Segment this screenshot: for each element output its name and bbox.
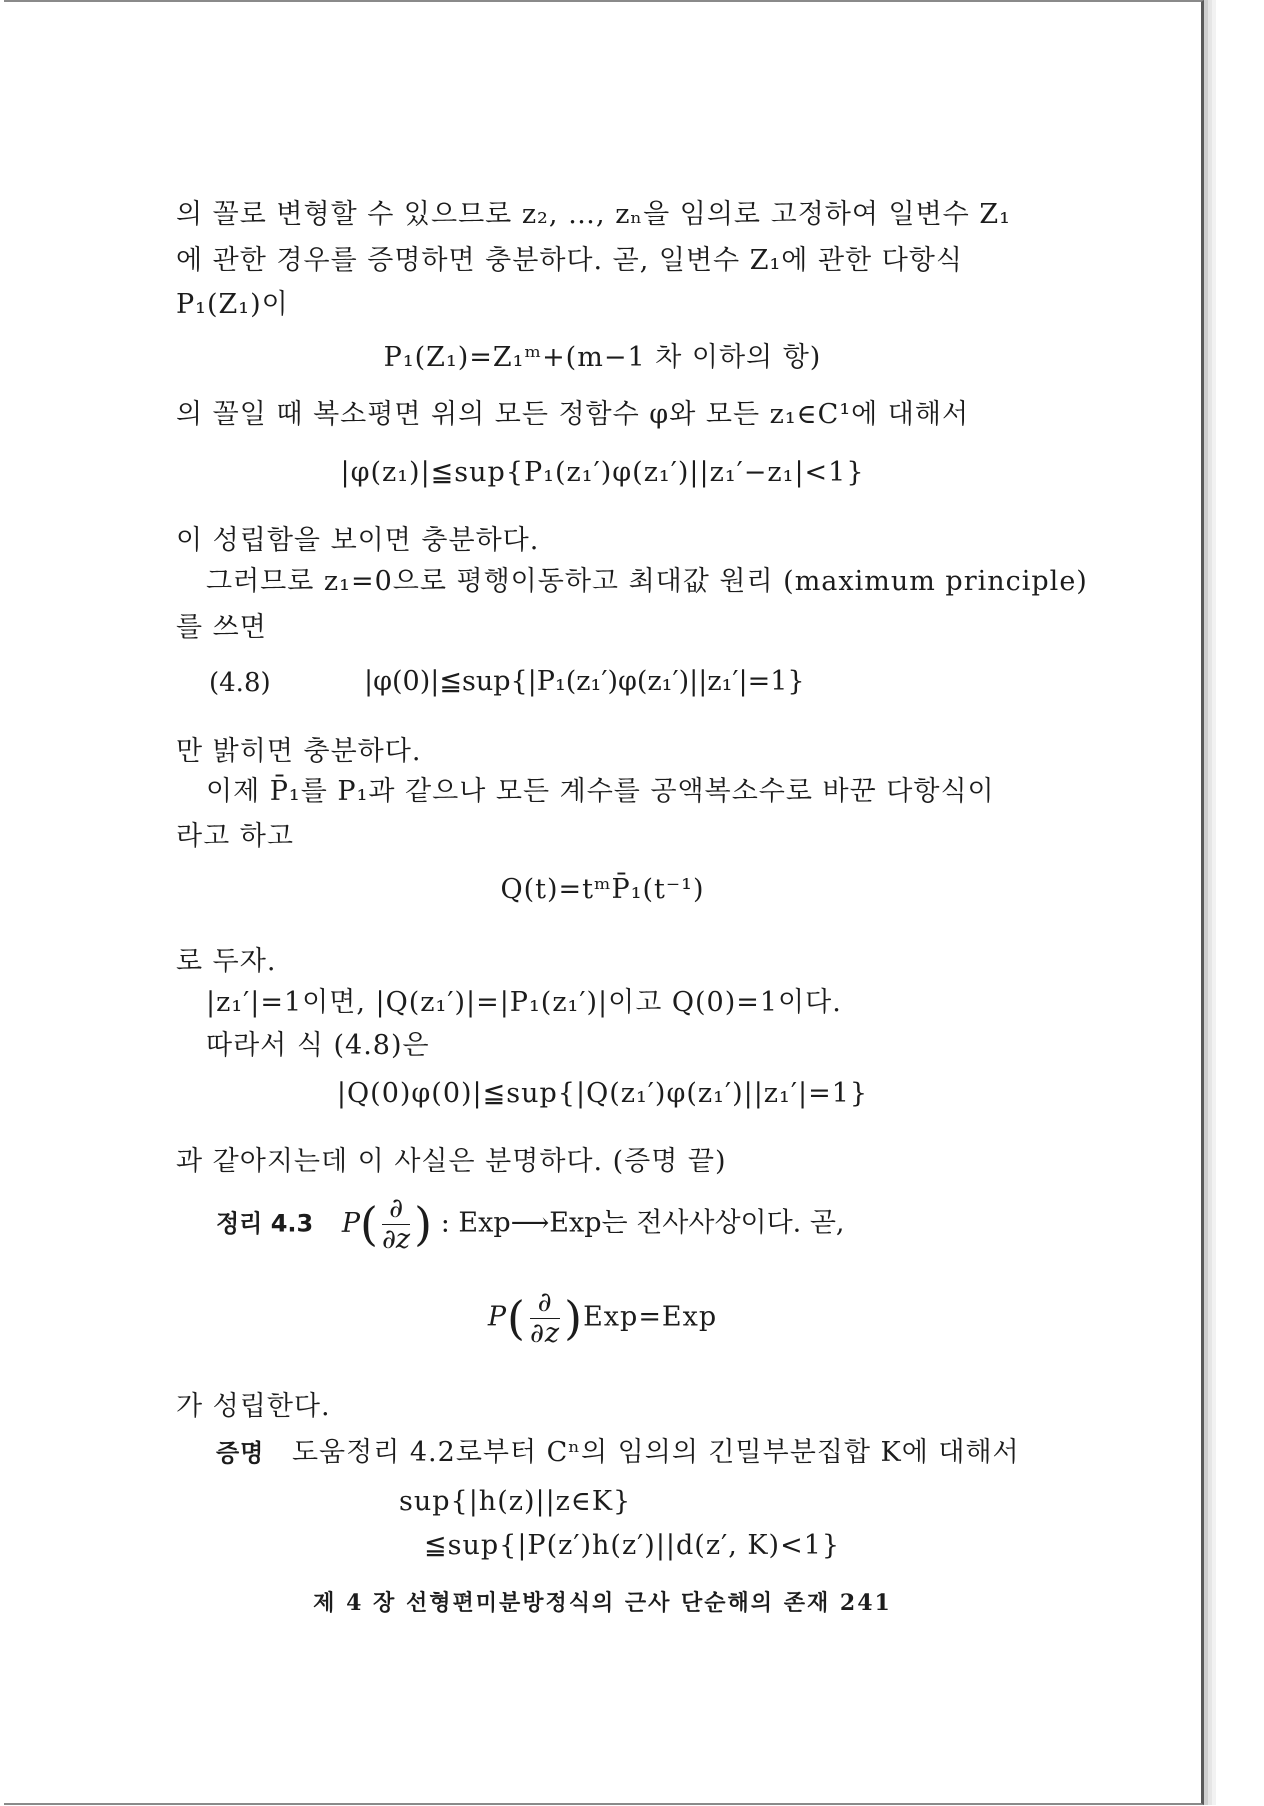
- text-line-7: 를 쓰면: [176, 612, 267, 643]
- text-line-12: |z₁′|=1이면, |Q(z₁′)|=|P₁(z₁′)|이고 Q(0)=1이다.: [206, 987, 842, 1018]
- equation-sup-Ph: ≦sup{|P(z′)h(z′)||d(z′, K)<1}: [424, 1530, 841, 1561]
- text-line-14: 과 같아지는데 이 사실은 분명하다. (증명 끝): [176, 1146, 727, 1177]
- proof-text: 도움정리 4.2로부터 Cⁿ의 임의의 긴밀부분집합 K에 대해서: [291, 1437, 1020, 1468]
- equation-4-8: |φ(0)|≦sup{|P₁(z₁′)φ(z₁′)||z₁′|=1}: [364, 666, 805, 697]
- partial-derivative: $\frac{\partial}{\partial z}$: [529, 1287, 561, 1349]
- book-page: [4, 0, 1204, 1805]
- page-footer: 제 4 장 선형편미분방정식의 근사 단순해의 존재 241: [313, 1590, 892, 1616]
- text-line-1: 의 꼴로 변형할 수 있으므로 z₂, …, zₙ을 임의로 고정하여 일변수 Z₁: [176, 199, 1011, 230]
- theorem-label: 정리 4.3: [216, 1209, 314, 1238]
- text-line-5: 이 성립함을 보이면 충분하다.: [176, 525, 540, 556]
- text-line-15: 가 성립한다.: [176, 1391, 331, 1422]
- theorem-statement: : Exp⟶Exp는 전사사상이다. 곧,: [440, 1207, 845, 1239]
- right-paren: ): [564, 1291, 584, 1346]
- equation-polynomial: P₁(Z₁)=Z₁ᵐ+(m−1 차 이하의 항): [383, 342, 822, 373]
- text-line-11: 로 두자.: [176, 946, 277, 977]
- right-paren: ): [414, 1197, 433, 1252]
- text-line-13: 따라서 식 (4.8)은: [206, 1030, 430, 1061]
- equation-sup-inequality: |φ(z₁)|≦sup{P₁(z₁′)φ(z₁′)||z₁′−z₁|<1}: [340, 457, 865, 488]
- equation-number-4-8: (4.8): [209, 668, 271, 698]
- text-line-2: 에 관한 경우를 증명하면 충분하다. 곧, 일변수 Z₁에 관한 다항식: [176, 245, 963, 276]
- proof-line: [216, 1430, 1020, 1469]
- display-rest: Exp=Exp: [583, 1301, 718, 1333]
- theorem-4-3: [216, 1194, 845, 1254]
- text-line-6: 그러므로 z₁=0으로 평행이동하고 최대값 원리 (maximum principle): [206, 566, 1088, 597]
- theorem-P: P: [341, 1207, 361, 1239]
- left-paren: (: [360, 1197, 378, 1252]
- partial-derivative: $\frac{\partial}{\partial z}$: [381, 1193, 411, 1255]
- text-line-9: 이제 P̄₁를 P₁과 같으나 모든 계수를 공액복소수로 바꾼 다항식이: [206, 776, 995, 807]
- equation-surjective: [4, 1288, 1201, 1348]
- proof-label: 증명: [216, 1439, 265, 1467]
- equation-sup-h: sup{|h(z)||z∈K}: [399, 1486, 632, 1517]
- left-paren: (: [507, 1291, 526, 1346]
- equation-Q-definition: Q(t)=tᵐP̄₁(t⁻¹): [500, 874, 705, 905]
- text-line-8: 만 밝히면 충분하다.: [176, 736, 422, 767]
- text-line-10: 라고 하고: [176, 821, 294, 852]
- text-line-4: 의 꼴일 때 복소평면 위의 모든 정함수 φ와 모든 z₁∈C¹에 대해서: [176, 399, 970, 430]
- equation-Q-phi: |Q(0)φ(0)|≦sup{|Q(z₁′)φ(z₁′)||z₁′|=1}: [336, 1078, 869, 1109]
- text-line-3: P₁(Z₁)이: [176, 289, 289, 320]
- display-P: P: [487, 1301, 507, 1333]
